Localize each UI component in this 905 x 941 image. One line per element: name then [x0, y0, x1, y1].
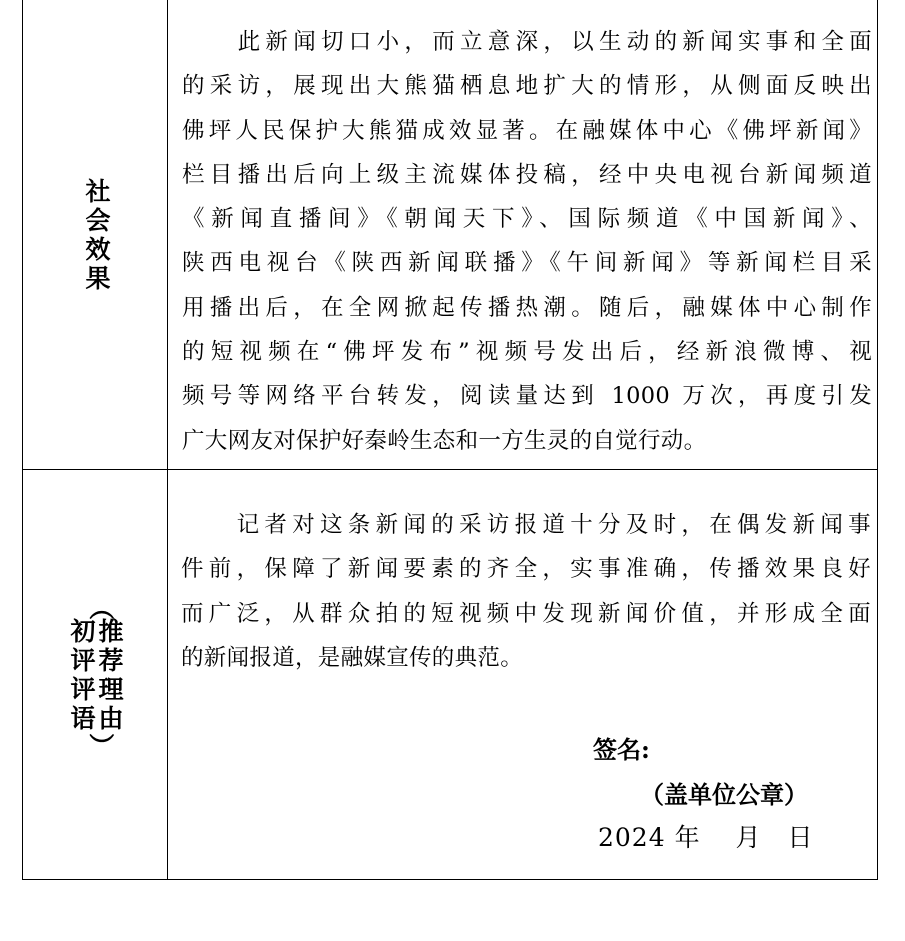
text-line: 广大网友对保护好秦岭生态和一方生灵的自觉行动。 [182, 427, 707, 454]
label-char: 推 [98, 617, 124, 646]
label-paren-close: ） [86, 732, 116, 758]
label-char: 社 [85, 177, 111, 206]
label-char: 效 [85, 235, 111, 264]
date-label: 2024 年 月 日 [598, 823, 814, 852]
label-char: 语 [70, 704, 96, 733]
text-line: 佛坪人民保护大熊猫成效显著。在融媒体中心《佛坪新闻》 [182, 117, 872, 144]
text-line: 件前，保障了新闻要素的齐全，实事准确，传播效果良好 [181, 556, 871, 583]
recommendation-label-col-b [96, 617, 126, 733]
label-char: 由 [98, 704, 124, 733]
seal-label: （盖单位公章） [640, 780, 808, 809]
text-line: 栏目播出后向上级主流媒体投稿，经中央电视台新闻频道 [182, 161, 872, 188]
label-paren-open: （ [86, 594, 116, 620]
label-char: 理 [98, 675, 124, 704]
text-line: 的短视频在“佛坪发布”视频号发出后，经新浪微博、视 [182, 339, 872, 366]
social-effect-label-cell [23, 0, 168, 469]
text-line: 频号等网络平台转发，阅读量达到 1000 万次，再度引发 [182, 383, 872, 410]
signature-label: 签名: [593, 735, 650, 764]
label-char: 会 [85, 206, 111, 235]
label-char: 荐 [98, 646, 124, 675]
text-line: 的采访，展现出大熊猫栖息地扩大的情形，从侧面反映出 [182, 73, 872, 100]
recommendation-label-col-a [68, 617, 98, 733]
text-line: 记者对这条新闻的采访报道十分及时，在偶发新闻事 [181, 512, 871, 538]
label-char: 果 [85, 264, 111, 293]
text-line: 的新闻报道，是融媒宣传的典范。 [181, 644, 524, 671]
text-line: 《新闻直播间》《朝闻天下》、国际频道《中国新闻》、 [182, 206, 872, 233]
text-line: 陕西电视台《陕西新闻联播》《午间新闻》等新闻栏目采 [182, 250, 872, 277]
label-char: 评 [70, 646, 96, 675]
label-char: 评 [70, 675, 96, 704]
social-effect-row [23, 0, 877, 470]
social-effect-paragraph [182, 20, 872, 463]
evaluation-table [22, 0, 878, 880]
recommendation-paragraph [181, 503, 871, 680]
text-line: 用播出后，在全网掀起传播热潮。随后，融媒体中心制作 [182, 294, 872, 321]
social-effect-content-cell [168, 0, 877, 469]
label-char: 初 [70, 617, 96, 646]
text-line: 而广泛，从群众拍的短视频中发现新闻价值，并形成全面 [181, 600, 871, 627]
text-line: 此新闻切口小，而立意深，以生动的新闻实事和全面 [182, 29, 872, 55]
social-effect-label [83, 177, 113, 293]
